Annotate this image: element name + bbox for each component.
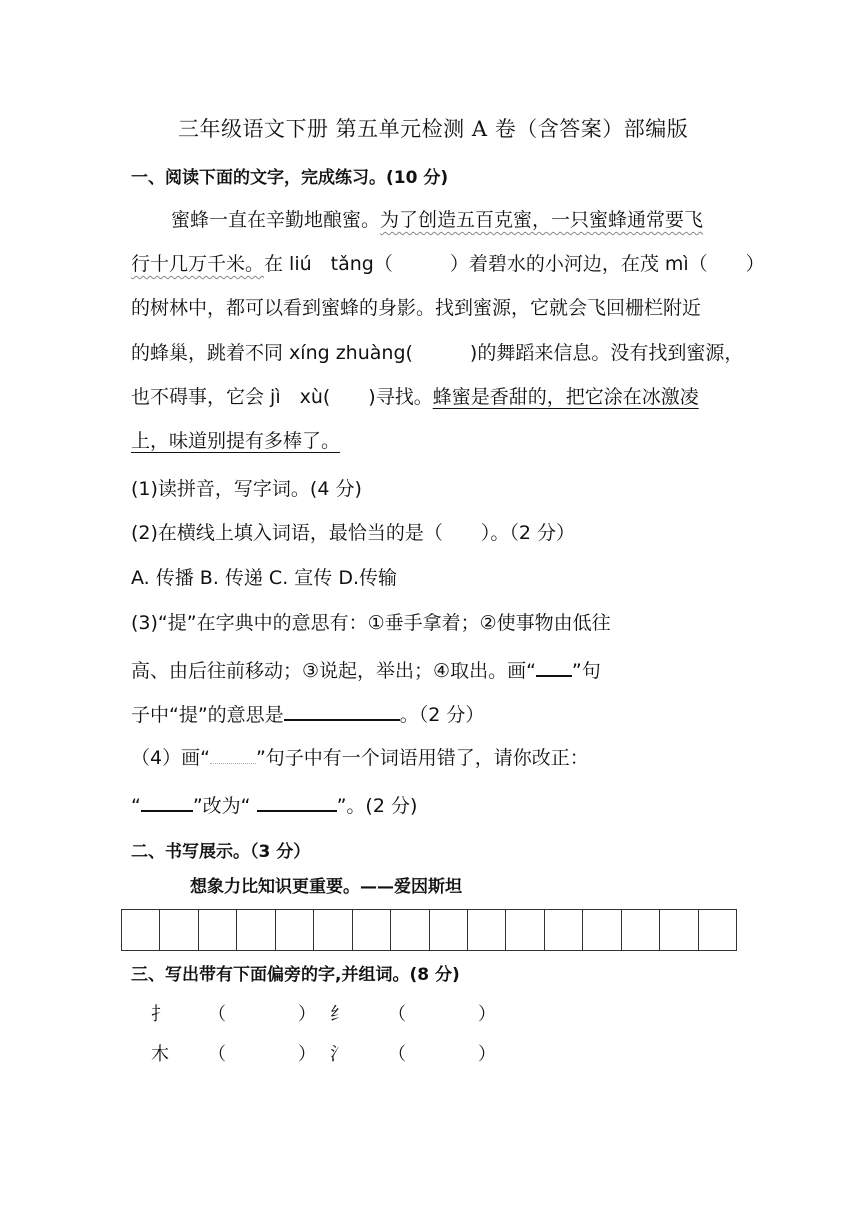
wavy-underlined-sentence-end: 行十几万千米。 xyxy=(131,253,265,275)
passage-line-6 xyxy=(131,428,340,454)
answer-blank-wrong-word[interactable] xyxy=(141,790,193,812)
question-3-line-3 xyxy=(131,699,484,728)
grid-cell[interactable] xyxy=(622,910,660,950)
radical-row-2-right: 氵 xyxy=(330,1044,348,1065)
radical-row-1-right: 纟 xyxy=(330,1004,348,1025)
question-text: （4）画“ xyxy=(131,747,210,769)
question-3-line-2 xyxy=(131,655,601,684)
question-3-line-1: (3)“提”在字典中的意思有：①垂手拿着；②使事物由低往 xyxy=(131,612,611,634)
grid-cell[interactable] xyxy=(430,910,468,950)
answer-paren-row-2-right[interactable]: （ ） xyxy=(388,1044,496,1065)
passage-text: 蜜蜂一直在辛勤地酿蜜。 xyxy=(171,209,381,231)
question-4-line-1 xyxy=(131,745,589,771)
question-text: ”改为“ xyxy=(192,795,257,817)
grid-cell[interactable] xyxy=(699,910,736,950)
question-text: ”。(2 分) xyxy=(336,795,418,817)
grid-cell[interactable] xyxy=(237,910,275,950)
question-text: 子中“提”的意思是 xyxy=(131,704,284,726)
question-text: ”句 xyxy=(571,660,601,682)
question-1: (1)读拼音，写字词。(4 分) xyxy=(131,478,362,500)
grid-cell[interactable] xyxy=(583,910,621,950)
underlined-sentence-end: 上，味道别提有多棒了。 xyxy=(131,430,341,452)
passage-text: 在 liú tǎng（ ）着碧水的小河边，在茂 mì（ ） xyxy=(264,253,765,275)
question-2-options: A. 传播 B. 传递 C. 宣传 D.传输 xyxy=(131,567,397,589)
passage-line-1 xyxy=(171,207,703,233)
radical-row-2-left: 木 xyxy=(151,1044,169,1065)
answer-blank-correct-word[interactable] xyxy=(257,790,337,812)
handwriting-grid[interactable] xyxy=(121,909,737,951)
grid-cell[interactable] xyxy=(391,910,429,950)
grid-cell[interactable] xyxy=(545,910,583,950)
passage-line-5 xyxy=(131,384,699,410)
section-1-heading: 一、阅读下面的文字，完成练习。(10 分) xyxy=(131,168,449,188)
radical-row-1-left: 扌 xyxy=(151,1004,169,1025)
grid-cell[interactable] xyxy=(276,910,314,950)
answer-blank-short[interactable] xyxy=(536,655,572,677)
grid-cell[interactable] xyxy=(660,910,698,950)
answer-paren-row-1-right[interactable]: （ ） xyxy=(388,1004,496,1025)
passage-text: 也不碍事，它会 jì xù( )寻找。 xyxy=(131,386,433,408)
grid-cell[interactable] xyxy=(199,910,237,950)
passage-line-3: 的树林中，都可以看到蜜蜂的身影。找到蜜源，它就会飞回栅栏附近 xyxy=(131,297,702,319)
grid-cell[interactable] xyxy=(160,910,198,950)
underlined-sentence: 蜂蜜是香甜的，把它涂在冰激凌 xyxy=(432,386,699,408)
question-text: ”句子中有一个词语用错了，请你改正： xyxy=(255,747,589,769)
answer-paren-row-1-left[interactable]: （ ） xyxy=(208,1004,316,1025)
passage-line-2 xyxy=(131,251,765,277)
grid-cell[interactable] xyxy=(122,910,160,950)
question-2: (2)在横线上填入词语，最恰当的是（ ）。（2 分） xyxy=(131,522,576,544)
answer-blank-meaning[interactable] xyxy=(284,699,400,721)
page-title: 三年级语文下册 第五单元检测 A 卷（含答案）部编版 xyxy=(178,117,689,141)
section-3-heading: 三、写出带有下面偏旁的字,并组词。(8 分) xyxy=(131,965,460,985)
grid-cell[interactable] xyxy=(506,910,544,950)
handwriting-quote: 想象力比知识更重要。——爱因斯坦 xyxy=(190,877,462,897)
question-4-line-2 xyxy=(131,790,417,819)
wavy-marker-blank xyxy=(210,745,256,764)
grid-cell[interactable] xyxy=(468,910,506,950)
question-text: 高、由后往前移动；③说起，举出；④取出。画“ xyxy=(131,660,536,682)
grid-cell[interactable] xyxy=(314,910,352,950)
passage-line-4: 的蜂巢，跳着不同 xíng zhuàng( )的舞蹈来信息。没有找到蜜源， xyxy=(131,342,744,364)
answer-paren-row-2-left[interactable]: （ ） xyxy=(208,1044,316,1065)
question-text: “ xyxy=(131,795,141,817)
wavy-underlined-sentence: 为了创造五百克蜜，一只蜜蜂通常要飞 xyxy=(380,209,704,231)
question-text: 。（2 分） xyxy=(399,704,485,726)
grid-cell[interactable] xyxy=(353,910,391,950)
section-2-heading: 二、书写展示。（3 分） xyxy=(131,842,311,862)
